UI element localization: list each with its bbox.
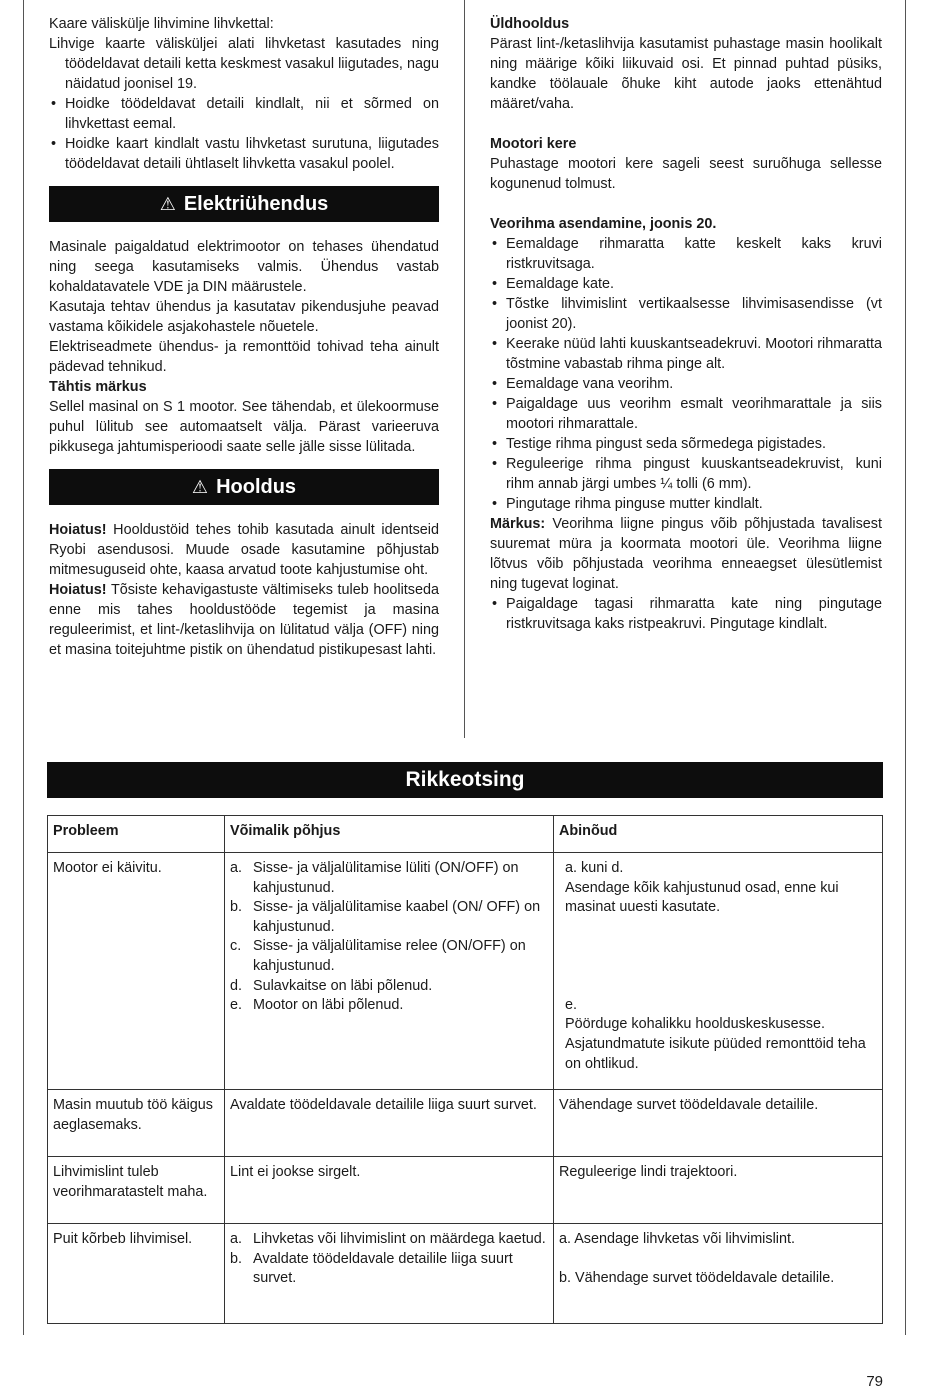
remedy-text: Pöörduge kohalikku hoolduskeskusesse. Asjatundmatute isikute püüded remonttöid teha on ohtlikud. bbox=[565, 1016, 866, 1072]
note-text: Veorihma liigne pingus võib põhjustada tavalisest suuremat müra ja koormata mootori üle. Veorihma liigne lõtvus võib põhjustada veorihma enneaegset ülesütlemist ning tugevat loginat. bbox=[490, 516, 882, 592]
list-item: • Paigaldage uus veorihm esmalt veorihmarattale ja siis mootori rihmarattale. bbox=[490, 394, 882, 434]
cause-list bbox=[230, 1230, 548, 1289]
remedy-label: a. kuni d. bbox=[565, 860, 624, 876]
section-title: Hooldus bbox=[216, 476, 297, 498]
remedy-cell: Vähendage survet töödeldavale detailile. bbox=[554, 1090, 883, 1157]
page-number: 79 bbox=[866, 1373, 883, 1390]
remedy-cell bbox=[554, 853, 883, 1090]
warning-paragraph bbox=[49, 580, 439, 660]
left-margin-rule bbox=[23, 0, 24, 1335]
troubleshooting-banner bbox=[47, 762, 883, 798]
warning-text: Hooldustöid tehes tohib kasutada ainult identseid Ryobi asendusosi. Muude osade kasutamine põhjustab mitmesuguseid ohte, kaasa arvatud toote kahjustumise oht. bbox=[49, 522, 439, 578]
problem-cell: Puit kõrbeb lihvimisel. bbox=[48, 1224, 225, 1324]
column-header: Võimalik põhjus bbox=[225, 816, 554, 853]
note-label: Märkus: bbox=[490, 516, 546, 532]
list-item: • Tõstke lihvimislint vertikaalsesse lihvimisasendisse (vt joonist 20). bbox=[490, 294, 882, 334]
problem-cell: Mootor ei käivitu. bbox=[48, 853, 225, 1090]
belt-steps bbox=[490, 234, 882, 514]
remedy-text: Asendage kõik kahjustunud osad, enne kui masinat uuesti kasutate. bbox=[565, 879, 839, 916]
note-text: Sellel masinal on S 1 mootor. See tähendab, et ülekoormuse puhul lülitub see automaatselt välja. Pärast varieeruva pikkusega jahtumisperioodi saate selle jälle sisse lülitada. bbox=[49, 399, 439, 455]
final-steps bbox=[490, 594, 882, 634]
section-banner-maintenance bbox=[49, 469, 439, 505]
list-item: • Eemaldage rihmaratta katte keskelt kaks kruvi ristkruvitsaga. bbox=[490, 234, 882, 274]
remedy-cell: Reguleerige lindi trajektoori. bbox=[554, 1157, 883, 1224]
list-item: c. Sisse- ja väljalülitamise relee (ON/OFF) on kahjustunud. bbox=[230, 938, 526, 974]
section-title: Rikkeotsing bbox=[405, 768, 525, 791]
cause-cell: Avaldate töödeldavale detailile liiga suurt survet. bbox=[225, 1090, 554, 1157]
belt-heading: Veorihma asendamine, joonis 20. bbox=[490, 216, 717, 232]
list-item: • Eemaldage vana veorihm. bbox=[490, 374, 882, 394]
cause-cell bbox=[225, 853, 554, 1090]
column-header: Abinõud bbox=[554, 816, 883, 853]
list-item: • Hoidke kaart kindlalt vastu lihvketast surutuna, liigutades töödeldavat detaili ühtlaselt lihvketta vasakul poolel. bbox=[49, 134, 439, 174]
warning-text: Tõsiste kehavigastuste vältimiseks tuleb hoolitseda enne mis tahes hooldustööde tegemist ja masina reguleerimist, et lint-/ketaslihvija on lülitatud välja (OFF) ning et masina toitejuhtme pistik on ühendatud pistikupesast lahti. bbox=[49, 582, 439, 658]
table-row bbox=[48, 1090, 883, 1157]
cause-cell bbox=[225, 1224, 554, 1324]
motor-text: Puhastage mootori kere sageli seest suruõhuga sellesse kogunenud tolmust. bbox=[490, 156, 882, 192]
elec-paragraph: Elektriseadmete ühendus- ja remonttöid tohivad teha ainult pädevad tehnikud. bbox=[49, 339, 439, 375]
problem-cell: Masin muutub töö käigus aeglasemaks. bbox=[48, 1090, 225, 1157]
elec-paragraph: Masinale paigaldatud elektrimootor on tehases ühendatud ning seega kasutamiseks valmis. Ühendus vastab kohaldatavatele VDE ja DIN määrustele. bbox=[49, 239, 439, 295]
table-row bbox=[48, 1224, 883, 1324]
cause-list bbox=[230, 859, 548, 1016]
list-item: • Keerake nüüd lahti kuuskantseadekruvi. Mootori rihmaratta tõstmine vabastab rihma pinge alt. bbox=[490, 334, 882, 374]
left-column bbox=[49, 14, 439, 660]
list-item: • Eemaldage kate. bbox=[490, 274, 882, 294]
list-item: b. Avaldate töödeldavale detailile liiga suurt survet. bbox=[230, 1250, 513, 1287]
general-heading: Üldhooldus bbox=[490, 16, 570, 32]
list-item: • Pingutage rihma pinguse mutter kindlalt. bbox=[490, 494, 882, 514]
center-rule bbox=[464, 0, 465, 738]
remedy-text: a. Asendage lihvketas või lihvimislint. bbox=[559, 1231, 795, 1247]
list-item: b. Sisse- ja väljalülitamise kaabel (ON/ OFF) on kahjustunud. bbox=[230, 899, 541, 935]
column-header: Probleem bbox=[48, 816, 225, 853]
intro-bullets bbox=[49, 94, 439, 174]
list-item: a. Lihvketas või lihvimislint on määrdega kaetud. bbox=[230, 1231, 546, 1247]
warning-paragraph bbox=[49, 520, 439, 580]
list-item: • Reguleerige rihma pingust kuuskantseadekruvist, kuni rihm annab järgi umbes ¼ tolli (6 mm). bbox=[490, 454, 882, 494]
note-heading: Tähtis märkus bbox=[49, 379, 147, 395]
list-item: • Testige rihma pingust seda sõrmedega pigistades. bbox=[490, 434, 882, 454]
warning-label: Hoiatus! bbox=[49, 582, 107, 598]
table-row bbox=[48, 1157, 883, 1224]
general-text: Pärast lint-/ketaslihvija kasutamist puhastage masin hoolikalt ning määrige kõiki liikuvaid osi. Et pinnad puhtad püsiks, kandke töölauale õhuke kiht autode jaoks ettenähtud määret/vaha. bbox=[490, 36, 882, 112]
warning-triangle-icon: ⚠ bbox=[159, 194, 176, 214]
right-column bbox=[490, 14, 882, 634]
table-row bbox=[48, 853, 883, 1090]
list-item: • Hoidke töödeldavat detaili kindlalt, nii et sõrmed on lihvkettast eemal. bbox=[49, 94, 439, 134]
elec-paragraph: Kasutaja tehtav ühendus ja kasutatav pikendusjuhe peavad vastama kõikidele asjakohastele nõuetele. bbox=[49, 299, 439, 335]
remedy-text: b. Vähendage survet töödeldavale detailile. bbox=[559, 1269, 835, 1286]
table-header-row bbox=[48, 816, 883, 853]
section-banner-electrical bbox=[49, 186, 439, 222]
remedy-cell bbox=[554, 1224, 883, 1324]
list-item: • Paigaldage tagasi rihmaratta kate ning pingutage ristkruvitsaga kaks ristpeakruvi. Pingutage kindlalt. bbox=[490, 594, 882, 634]
cause-cell: Lint ei jookse sirgelt. bbox=[225, 1157, 554, 1224]
remedy-label: e. bbox=[565, 996, 578, 1013]
warning-label: Hoiatus! bbox=[49, 522, 107, 538]
troubleshooting-table bbox=[47, 815, 883, 1324]
intro-heading: Kaare väliskülje lihvimine lihvkettal: bbox=[49, 16, 274, 32]
list-item: a. Sisse- ja väljalülitamise lüliti (ON/OFF) on kahjustunud. bbox=[230, 860, 519, 896]
intro-text: Lihvige kaarte välisküljei alati lihvketast kasutades ning töödeldavat detaili ketta keskmest vasakul liigutades, nagu näidatud joonisel 19. bbox=[49, 36, 439, 92]
section-title: Elektriühendus bbox=[183, 193, 329, 215]
warning-triangle-icon: ⚠ bbox=[191, 477, 209, 497]
belt-note bbox=[490, 514, 882, 594]
list-item: d. Sulavkaitse on läbi põlenud. bbox=[230, 977, 433, 994]
motor-heading: Mootori kere bbox=[490, 136, 577, 152]
problem-cell: Lihvimislint tuleb veorihmaratastelt maha. bbox=[48, 1157, 225, 1224]
right-margin-rule bbox=[905, 0, 906, 1335]
list-item: e. Mootor on läbi põlenud. bbox=[230, 997, 404, 1014]
